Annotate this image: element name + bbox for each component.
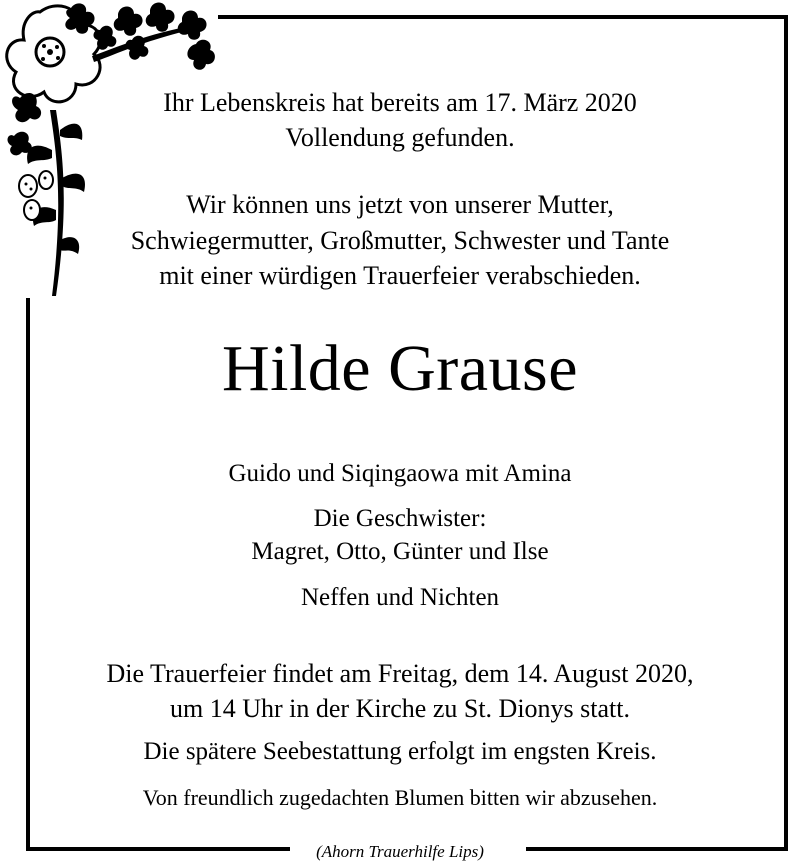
ceremony-line-2: um 14 Uhr in der Kirche zu St. Dionys statt. [170,694,630,723]
mourners-line-2: Die Geschwister: [313,505,487,532]
ceremony-line-4: Von freundlich zugedachten Blumen bitten wir abzusehen. [142,785,658,810]
credit-footer [0,841,800,863]
mourners-line-4: Neffen und Nichten [300,584,500,611]
farewell-line-2: Schwiegermutter, Großmutter, Schwester und Tante [130,226,670,255]
credit-text: (Ahorn Trauerhilfe Lips) [310,842,490,861]
ceremony-line-3: Die spätere Seebestattung erfolgt im engsten Kreis. [143,738,657,765]
ceremony-line-1: Die Trauerfeier findet am Freitag, dem 14. August 2020, [106,659,694,688]
intro-line-1: Ihr Lebenskreis hat bereits am 17. März 2020 [163,88,637,117]
mourners-line-3: Magret, Otto, Günter und Ilse [251,538,549,565]
farewell-line-3: mit einer würdigen Trauerfeier verabschieden. [159,261,641,290]
mourners-line-1: Guido und Siqingaowa mit Amina [228,460,572,487]
farewell-line-1: Wir können uns jetzt von unserer Mutter, [186,190,614,219]
border-top [218,15,788,19]
intro-line-2: Vollendung gefunden. [285,123,515,152]
deceased-name: Hilde Grause [221,332,579,405]
